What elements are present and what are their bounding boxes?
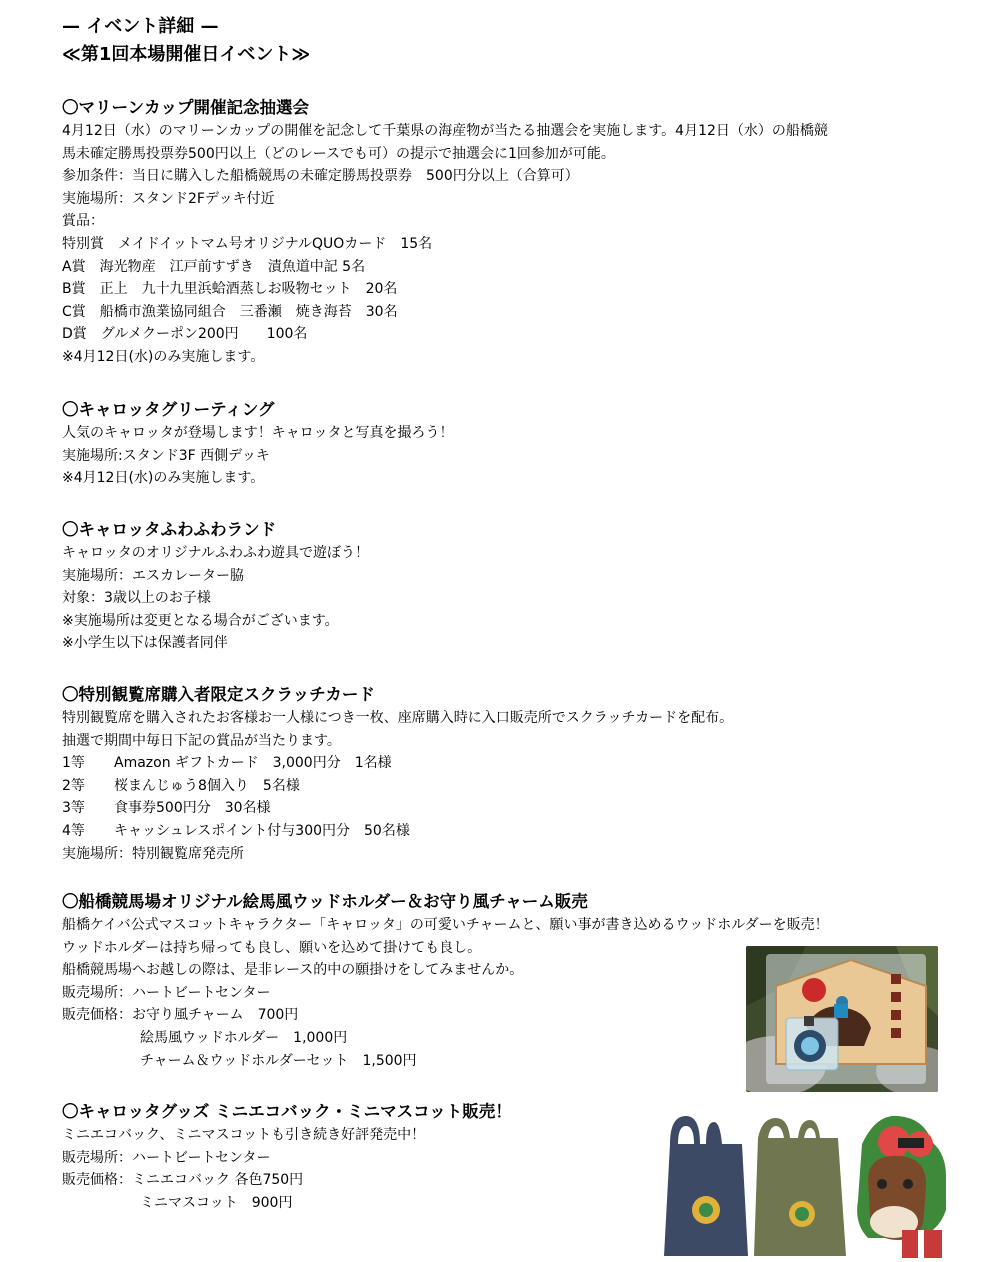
text-line: D賞 グルメクーポン200円 100名 xyxy=(62,326,308,343)
text-line: 実施場所：特別観覧席発売所 xyxy=(62,845,244,862)
ema-holder-photo xyxy=(746,946,938,1092)
text-line: 販売場所：ハートビートセンター xyxy=(62,1149,271,1166)
prize-rank: 2等 xyxy=(62,777,85,794)
text-line: 特別観覧席を購入されたお客様お一人様につき一枚、座席購入時に入口販売所でスクラッチカードを配布。 xyxy=(62,710,734,726)
text-line: 実施場所:スタンド3F 西側デッキ xyxy=(62,447,270,464)
prize-rank: 1等 xyxy=(62,755,85,772)
section-marine-cup xyxy=(62,96,992,369)
section-title: 〇キャロッタグッズ ミニエコバック・ミニマスコット販売！ xyxy=(62,1102,512,1121)
text-line: 参加条件：当日に購入した船橋競馬の未確定勝馬投票券 500円分以上（合算可） xyxy=(62,168,579,185)
prize-rank: 4等 xyxy=(62,822,85,839)
section-title: 〇特別観覧席購入者限定スクラッチカード xyxy=(62,685,375,704)
prize-row xyxy=(62,820,992,843)
text-line: ミニエコバック、ミニマスコットも引き続き好評発売中！ xyxy=(62,1127,426,1143)
eco-bag-olive xyxy=(754,1118,846,1256)
text-line: B賞 正上 九十九里浜蛤酒蒸しお吸物セット 20名 xyxy=(62,281,398,298)
text-line: 馬未確定勝馬投票券500円以上（どのレースでも可）の提示で抽選会に1回参加が可能。 xyxy=(62,145,615,162)
prize-name: キャッシュレスポイント付与300円分 50名様 xyxy=(114,822,410,839)
goods-photo xyxy=(662,1114,962,1260)
text-line: 販売価格：お守り風チャーム 700円 xyxy=(62,1007,299,1024)
section-scratch-card xyxy=(62,683,992,865)
text-line: 実施場所：エスカレーター脇 xyxy=(62,567,244,584)
section-title: 〇マリーンカップ開催記念抽選会 xyxy=(62,98,310,117)
text-line: ※実施場所は変更となる場合がございます。 xyxy=(62,612,339,629)
eco-bag-navy xyxy=(664,1116,748,1256)
text-line: 人気のキャロッタが登場します！キャロッタと写真を撮ろう！ xyxy=(62,425,454,441)
text-line: キャロッタのオリジナルふわふわ遊具で遊ぼう！ xyxy=(62,545,370,561)
section-fuwafuwa xyxy=(62,518,992,655)
text-line: 実施場所：スタンド2Fデッキ付近 xyxy=(62,190,275,207)
ema-photo-illustration xyxy=(746,946,938,1092)
text-line: 販売価格：ミニエコバック 各色750円 xyxy=(62,1172,304,1189)
header-title: — イベント詳細 — xyxy=(62,16,219,37)
prize-rank: 3等 xyxy=(62,800,85,817)
text-line: 対象：3歳以上のお子様 xyxy=(62,590,211,607)
section-title: 〇キャロッタグリーティング xyxy=(62,400,275,419)
prize-row xyxy=(62,752,992,775)
prize-name: 食事券500円分 30名様 xyxy=(114,800,271,817)
text-line: ミニマスコット 900円 xyxy=(140,1194,293,1211)
text-line: ウッドホルダーは持ち帰っても良し、願いを込めて掛けても良し。 xyxy=(62,939,482,956)
text-line: 抽選で期間中毎日下記の賞品が当たります。 xyxy=(62,732,341,749)
text-line: 絵馬風ウッドホルダー 1,000円 xyxy=(140,1029,348,1046)
text-line: ※4月12日(水)のみ実施します。 xyxy=(62,348,265,365)
prize-row xyxy=(62,775,992,798)
mini-mascot xyxy=(857,1116,946,1258)
text-line: 特別賞 メイドイットマム号オリジナルQUOカード 15名 xyxy=(62,235,433,252)
text-line: 船橋競馬場へお越しの際は、是非レース的中の願掛けをしてみませんか。 xyxy=(62,962,524,979)
section-title: 〇船橋競馬場オリジナル絵馬風ウッドホルダー＆お守り風チャーム販売 xyxy=(62,892,588,911)
text-line: 販売場所：ハートビートセンター xyxy=(62,984,271,1001)
text-line: C賞 船橋市漁業協同組合 三番瀬 焼き海苔 30名 xyxy=(62,303,398,320)
text-line: ※小学生以下は保護者同伴 xyxy=(62,635,228,652)
section-greeting xyxy=(62,398,992,490)
header-subtitle: ≪第1回本場開催日イベント≫ xyxy=(62,44,311,65)
prize-row xyxy=(62,797,992,820)
text-line: 4月12日（水）のマリーンカップの開催を記念して千葉県の海産物が当たる抽選会を実施します。4月12日（水）の船橋競 xyxy=(62,123,828,139)
text-line: A賞 海光物産 江戸前すずき 漬魚道中記 5名 xyxy=(62,258,366,275)
text-line: ※4月12日(水)のみ実施します。 xyxy=(62,470,265,487)
goods-illustration xyxy=(662,1114,962,1260)
text-line: チャーム＆ウッドホルダーセット 1,500円 xyxy=(140,1052,417,1069)
text-line: 船橋ケイバ公式マスコットキャラクター「キャロッタ」の可愛いチャームと、願い事が書き込めるウッドホルダーを販売！ xyxy=(62,917,829,933)
text-line: 賞品： xyxy=(62,213,104,230)
prize-name: 桜まんじゅう8個入り 5名様 xyxy=(114,777,300,794)
section-title: 〇キャロッタふわふわランド xyxy=(62,520,277,539)
prize-name: Amazon ギフトカード 3,000円分 1名様 xyxy=(114,755,392,772)
